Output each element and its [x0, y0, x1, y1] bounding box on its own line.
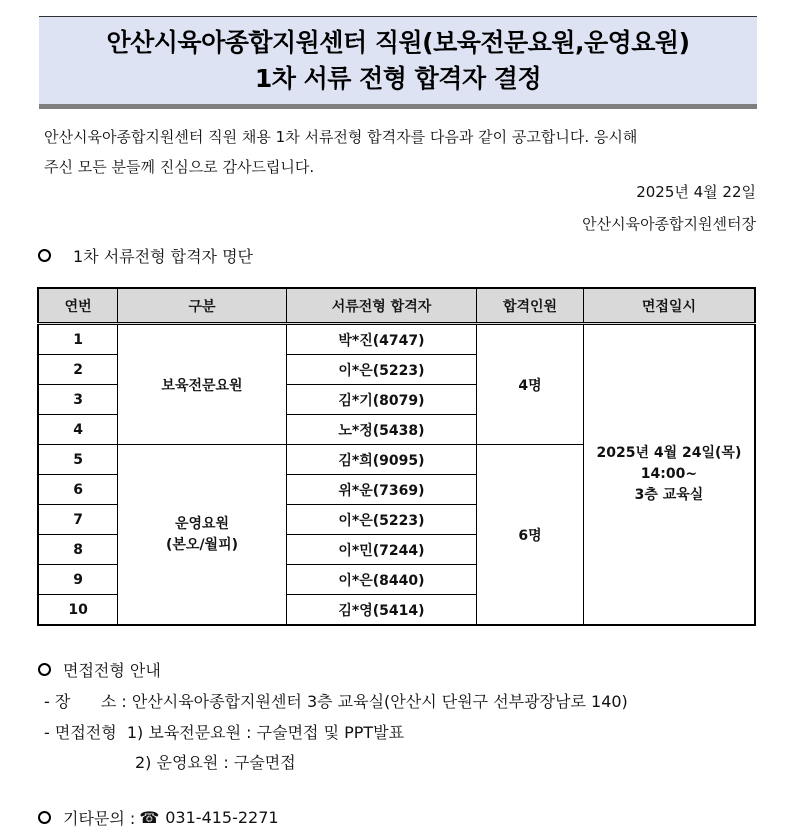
- page-title-line-2: 1차 서류 전형 합격자 결정: [254, 64, 542, 93]
- passer-name: 김*희(9095): [286, 445, 476, 475]
- section-contact: [38, 806, 279, 829]
- header-category: 구분: [118, 288, 286, 324]
- intro-line-1: 안산시육아종합지원센터 직원 채용 1차 서류전형 합격자를 다음과 같이 공고합니다. 응시해: [44, 128, 638, 146]
- title-banner: [39, 16, 757, 109]
- row-no: 10: [38, 595, 118, 626]
- section-interview-title: 면접전형 안내: [63, 661, 161, 680]
- header-passer: 서류전형 합격자: [286, 288, 476, 324]
- header-interview: 면접일시: [583, 288, 755, 324]
- passer-name: 이*은(5223): [286, 355, 476, 385]
- interview-date: 2025년 4월 24일(목): [596, 445, 742, 461]
- circle-bullet-icon: [38, 811, 51, 824]
- row-no: 2: [38, 355, 118, 385]
- row-no: 5: [38, 445, 118, 475]
- header-no: 연번: [38, 288, 118, 324]
- interview-method-1: - 면접전형 1) 보육전문요원 : 구술면접 및 PPT발표: [44, 723, 405, 742]
- circle-bullet-icon: [38, 249, 51, 262]
- section-interview-heading: [38, 658, 161, 681]
- page-title-line-1: 안산시육아종합지원센터 직원(보육전문요원,운영요원): [106, 28, 690, 57]
- interview-location: - 장 소 : 안산시육아종합지원센터 3층 교육실(안산시 단원구 선부광장남로 140): [44, 692, 628, 711]
- circle-bullet-icon: [38, 663, 51, 676]
- announcement-date: 2025년 4월 22일: [636, 183, 756, 201]
- table-row: [38, 324, 755, 355]
- intro-text: [44, 122, 756, 182]
- header-count: 합격인원: [477, 288, 584, 324]
- passer-name: 이*은(5223): [286, 505, 476, 535]
- category-line-1: 운영요원: [174, 515, 230, 532]
- passer-name: 박*진(4747): [286, 324, 476, 355]
- contact-label: 기타문의 :: [63, 809, 136, 828]
- contact-phone: 031-415-2271: [165, 808, 279, 827]
- interview-method-2: 2) 운영요원 : 구술면접: [135, 753, 296, 772]
- passer-name: 위*운(7369): [286, 475, 476, 505]
- telephone-icon: ☎: [139, 808, 160, 827]
- row-no: 9: [38, 565, 118, 595]
- row-no: 8: [38, 535, 118, 565]
- category-cell: 보육전문요원: [118, 324, 286, 445]
- row-no: 1: [38, 324, 118, 355]
- passer-name: 이*민(7244): [286, 535, 476, 565]
- passer-name: 김*영(5414): [286, 595, 476, 626]
- row-no: 6: [38, 475, 118, 505]
- interview-time: 14:00~: [640, 466, 698, 482]
- passer-name: 김*기(8079): [286, 385, 476, 415]
- count-cell: 6명: [477, 445, 584, 626]
- row-no: 3: [38, 385, 118, 415]
- section-roster-heading: [38, 244, 253, 267]
- row-no: 4: [38, 415, 118, 445]
- passer-name: 노*정(5438): [286, 415, 476, 445]
- count-cell: 4명: [477, 324, 584, 445]
- section-roster-title: 1차 서류전형 합격자 명단: [73, 247, 253, 266]
- table-header-row: [38, 288, 755, 324]
- passer-table: [37, 287, 756, 626]
- passer-name: 이*은(8440): [286, 565, 476, 595]
- issuer-name: 안산시육아종합지원센터장: [582, 215, 756, 233]
- category-cell: [118, 445, 286, 626]
- intro-line-2: 주신 모든 분들께 진심으로 감사드립니다.: [44, 158, 315, 176]
- row-no: 7: [38, 505, 118, 535]
- interview-cell: [583, 324, 755, 626]
- interview-place: 3층 교육실: [634, 487, 704, 503]
- category-line-2: (본오/월피): [166, 536, 239, 553]
